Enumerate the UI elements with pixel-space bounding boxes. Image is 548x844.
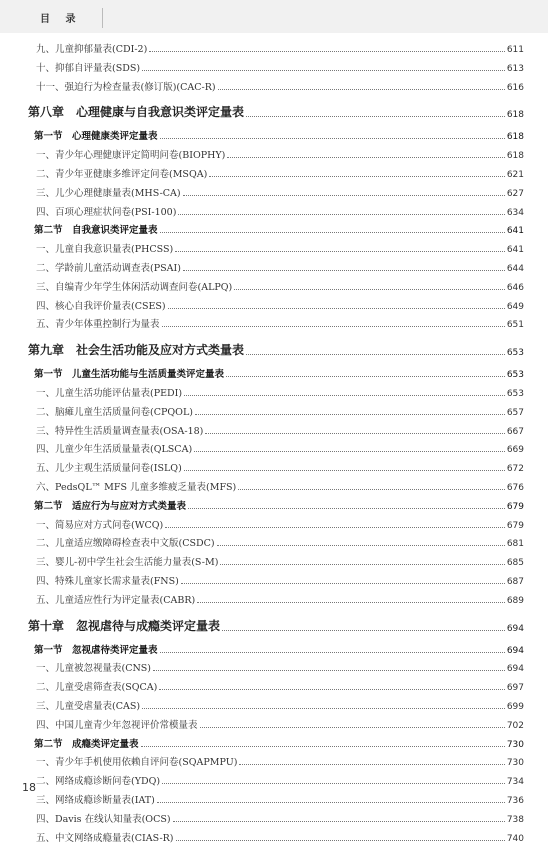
- toc-entry-title: 六、PedsQL™ MFS 儿童多维疲乏量表(MFS): [36, 482, 237, 493]
- toc-section[interactable]: [34, 736, 524, 750]
- toc-entry-page: 651: [506, 320, 524, 331]
- toc-item[interactable]: [36, 517, 524, 531]
- header-title: 目 录: [40, 14, 82, 25]
- toc-item[interactable]: [36, 792, 524, 806]
- toc-entry-page: 694: [506, 664, 524, 675]
- dot-leader: [160, 652, 505, 653]
- dot-leader: [183, 195, 505, 196]
- toc-entry-title: 一、简易应对方式问卷(WCQ): [36, 519, 164, 531]
- toc-entry-title: 一、儿童生活功能评估量表(PEDI): [36, 388, 183, 399]
- dot-leader: [205, 433, 504, 434]
- toc-item[interactable]: [36, 441, 524, 455]
- dot-leader: [162, 783, 505, 784]
- dot-leader: [181, 583, 505, 584]
- toc-item[interactable]: [36, 185, 524, 199]
- toc-item[interactable]: [36, 460, 524, 474]
- toc-item[interactable]: [36, 554, 524, 568]
- toc-item[interactable]: [36, 41, 524, 55]
- toc-entry-page: 694: [506, 645, 524, 656]
- toc-entry-title: 四、儿童少年生活质量量表(QLSCA): [36, 444, 193, 456]
- toc-entry-page: 676: [506, 483, 524, 493]
- toc-item[interactable]: [36, 385, 524, 399]
- dot-leader: [165, 527, 505, 528]
- dot-leader: [176, 840, 505, 841]
- toc-chapter[interactable]: [28, 103, 524, 120]
- toc-item[interactable]: [36, 679, 524, 693]
- toc-entry-page: 681: [506, 539, 524, 550]
- toc-section[interactable]: [34, 642, 524, 656]
- toc-entry-page: 616: [506, 82, 524, 93]
- toc-entry-title: 第二节 自我意识类评定量表: [34, 225, 158, 237]
- toc-entry-title: 二、青少年亚健康多维评定问卷(MSQA): [36, 169, 208, 180]
- dot-leader: [209, 176, 505, 177]
- toc-entry-title: 四、特殊儿童家长需求量表(FNS): [36, 576, 179, 587]
- toc-section[interactable]: [34, 222, 524, 236]
- toc-item[interactable]: [36, 404, 524, 418]
- toc-entry-title: 第九章 社会生活功能及应对方式类量表: [28, 343, 245, 358]
- toc-entry-page: 644: [506, 264, 524, 274]
- toc-entry-title: 二、脑瘫儿童生活质量问卷(CPQOL): [36, 406, 193, 418]
- header-band: [0, 0, 548, 33]
- toc-entry-page: 653: [506, 389, 524, 399]
- toc-chapter[interactable]: [28, 617, 524, 634]
- dot-leader: [227, 157, 504, 158]
- dot-leader: [217, 545, 505, 546]
- dot-leader: [222, 630, 505, 631]
- toc-item[interactable]: [36, 830, 524, 844]
- dot-leader: [168, 308, 505, 309]
- toc-entry-title: 三、儿童受虐量表(CAS): [36, 701, 141, 712]
- toc-entry-title: 第一节 心理健康类评定量表: [34, 131, 158, 143]
- dot-leader: [195, 414, 505, 415]
- toc-entry-page: 694: [506, 623, 524, 634]
- toc-entry-title: 一、青少年手机使用依赖自评问卷(SQAPMPU): [36, 757, 238, 769]
- toc-section[interactable]: [34, 366, 524, 380]
- toc-item[interactable]: [36, 535, 524, 549]
- toc-entry-title: 五、儿童适应性行为评定量表(CABR): [36, 594, 196, 606]
- toc-entry-page: 740: [506, 833, 524, 844]
- toc-entry-title: 四、核心自我评价量表(CSES): [36, 300, 166, 312]
- toc-item[interactable]: [36, 423, 524, 437]
- toc-item[interactable]: [36, 260, 524, 274]
- toc-entry-page: 611: [506, 45, 524, 55]
- toc-entry-page: 697: [506, 683, 524, 694]
- toc-entry-page: 685: [506, 558, 524, 569]
- dot-leader: [226, 376, 505, 377]
- toc-item[interactable]: [36, 717, 524, 731]
- toc-entry-title: 二、儿童受虐筛查表(SQCA): [36, 682, 158, 694]
- toc-entry-page: 738: [506, 814, 524, 825]
- toc-entry-page: 672: [506, 464, 524, 475]
- toc-item[interactable]: [36, 79, 524, 93]
- toc-entry-title: 四、中国儿童青少年忽视评价常模量表: [36, 719, 198, 731]
- header-divider: [102, 8, 103, 28]
- toc-entry-page: 627: [506, 188, 524, 199]
- toc-entry-title: 第八章 心理健康与自我意识类评定量表: [28, 105, 245, 120]
- dot-leader: [159, 689, 504, 690]
- toc-entry-title: 三、儿少心理健康量表(MHS-CA): [36, 187, 181, 199]
- dot-leader: [149, 51, 505, 52]
- dot-leader: [142, 70, 505, 71]
- toc-entry-page: 679: [506, 501, 524, 512]
- toc-entry-title: 第二节 适应行为与应对方式类量表: [34, 500, 187, 512]
- toc-entry-title: 四、百项心理症状问卷(PSI-100): [36, 206, 177, 218]
- dot-leader: [234, 289, 505, 290]
- toc-entry-title: 九、儿童抑郁量表(CDI-2): [36, 44, 148, 55]
- toc-chapter[interactable]: [28, 341, 524, 358]
- dot-leader: [162, 326, 505, 327]
- toc-entry-page: 618: [506, 110, 524, 121]
- toc-entry-page: 736: [506, 796, 524, 806]
- dot-leader: [183, 270, 505, 271]
- dot-leader: [142, 708, 505, 709]
- toc-entry-page: 657: [506, 407, 524, 418]
- dot-leader: [246, 116, 505, 117]
- toc-item[interactable]: [36, 316, 524, 330]
- toc-item[interactable]: [36, 698, 524, 712]
- toc-entry-title: 五、青少年体重控制行为量表: [36, 319, 160, 331]
- toc-item[interactable]: [36, 773, 524, 787]
- dot-leader: [200, 727, 505, 728]
- toc-entry-title: 一、儿童自我意识量表(PHCSS): [36, 244, 174, 256]
- dot-leader: [160, 138, 505, 139]
- dot-leader: [239, 764, 504, 765]
- toc-entry-page: 734: [506, 777, 524, 788]
- toc-entry-page: 634: [506, 207, 524, 218]
- toc-entry-title: 二、儿童适应缴障碍检查表中文版(CSDC): [36, 538, 215, 550]
- toc-entry-title: 五、中文网络成瘾量表(CIAS-R): [36, 832, 174, 844]
- toc-entry-title: 三、婴儿-初中学生社会生活能力量表(S-M): [36, 557, 219, 569]
- toc-entry-page: 653: [506, 370, 524, 381]
- toc-item[interactable]: [36, 592, 524, 606]
- toc-item[interactable]: [36, 241, 524, 255]
- toc-entry-title: 第一节 儿童生活功能与生活质量类评定量表: [34, 369, 225, 381]
- toc-entry-page: 649: [506, 301, 524, 312]
- toc-item[interactable]: [36, 573, 524, 587]
- dot-leader: [238, 489, 505, 490]
- toc-entry-page: 669: [506, 445, 524, 456]
- toc-entry-page: 689: [506, 595, 524, 606]
- toc-entry-title: 二、学龄前儿童活动调查表(PSAI): [36, 263, 181, 274]
- toc-item[interactable]: [36, 60, 524, 74]
- toc-entry-title: 三、自编青少年学生体闲活动调查问卷(ALPQ): [36, 281, 233, 293]
- dot-leader: [153, 670, 505, 671]
- toc-entry-page: 702: [506, 720, 524, 731]
- toc-entry-page: 730: [506, 758, 524, 769]
- toc-item[interactable]: [36, 660, 524, 674]
- toc-entry-title: 五、儿少主观生活质量问卷(ISLQ): [36, 463, 182, 475]
- toc-entry-title: 二、网络成瘾诊断问卷(YDQ): [36, 776, 161, 788]
- toc-entry-title: 十一、强迫行为检查量表(修订版)(CAC-R): [36, 81, 216, 93]
- dot-leader: [178, 214, 504, 215]
- toc-entry-title: 十、抑郁自评量表(SDS): [36, 62, 141, 74]
- toc-entry-page: 646: [506, 282, 524, 293]
- toc-entry-title: 第二节 成瘾类评定量表: [34, 738, 139, 750]
- toc-item[interactable]: [36, 279, 524, 293]
- toc-entry-page: 730: [506, 739, 524, 750]
- dot-leader: [197, 602, 505, 603]
- dot-leader: [184, 395, 505, 396]
- toc-entry-title: 第十章 忽视虐待与成瘾类评定量表: [28, 618, 221, 633]
- toc-entry-page: 687: [506, 577, 524, 587]
- toc-item[interactable]: [36, 754, 524, 768]
- toc-entry-page: 679: [506, 520, 524, 531]
- toc-entry-page: 699: [506, 702, 524, 712]
- toc-item[interactable]: [36, 204, 524, 218]
- toc-entry-title: 一、青少年心理健康评定简明问卷(BIOPHY): [36, 150, 226, 162]
- toc-entry-title: 四、Davis 在线认知量表(OCS): [36, 813, 171, 825]
- page-number: 18: [22, 781, 36, 794]
- toc-entry-page: 641: [506, 245, 524, 256]
- dot-leader: [175, 251, 505, 252]
- toc-item[interactable]: [36, 166, 524, 180]
- toc-entry-page: 653: [506, 348, 524, 359]
- dot-leader: [194, 451, 505, 452]
- toc-entry-title: 一、儿童被忽视量表(CNS): [36, 663, 152, 675]
- dot-leader: [188, 508, 505, 509]
- dot-leader: [160, 232, 505, 233]
- toc-item[interactable]: [36, 298, 524, 312]
- dot-leader: [246, 354, 505, 355]
- toc-entry-page: 621: [506, 170, 524, 180]
- dot-leader: [141, 746, 505, 747]
- toc-entry-page: 618: [506, 132, 524, 143]
- toc-entry-page: 667: [506, 426, 524, 437]
- toc-entry-title: 第一节 忽视虐待类评定量表: [34, 644, 158, 656]
- toc-entry-page: 641: [506, 226, 524, 237]
- toc-entry-page: 618: [506, 151, 524, 162]
- toc-item[interactable]: [36, 147, 524, 161]
- dot-leader: [184, 470, 505, 471]
- toc-section[interactable]: [34, 498, 524, 512]
- toc-entry-page: 613: [506, 63, 524, 74]
- toc-entry-title: 三、特异性生活质量调查量表(OSA-18): [36, 425, 204, 437]
- toc-entry-title: 三、网络成瘾诊断量表(IAT): [36, 795, 155, 806]
- toc-item[interactable]: [36, 811, 524, 825]
- toc-section[interactable]: [34, 128, 524, 142]
- dot-leader: [173, 821, 505, 822]
- dot-leader: [157, 802, 505, 803]
- dot-leader: [218, 89, 505, 90]
- dot-leader: [220, 564, 504, 565]
- toc-item[interactable]: [36, 479, 524, 493]
